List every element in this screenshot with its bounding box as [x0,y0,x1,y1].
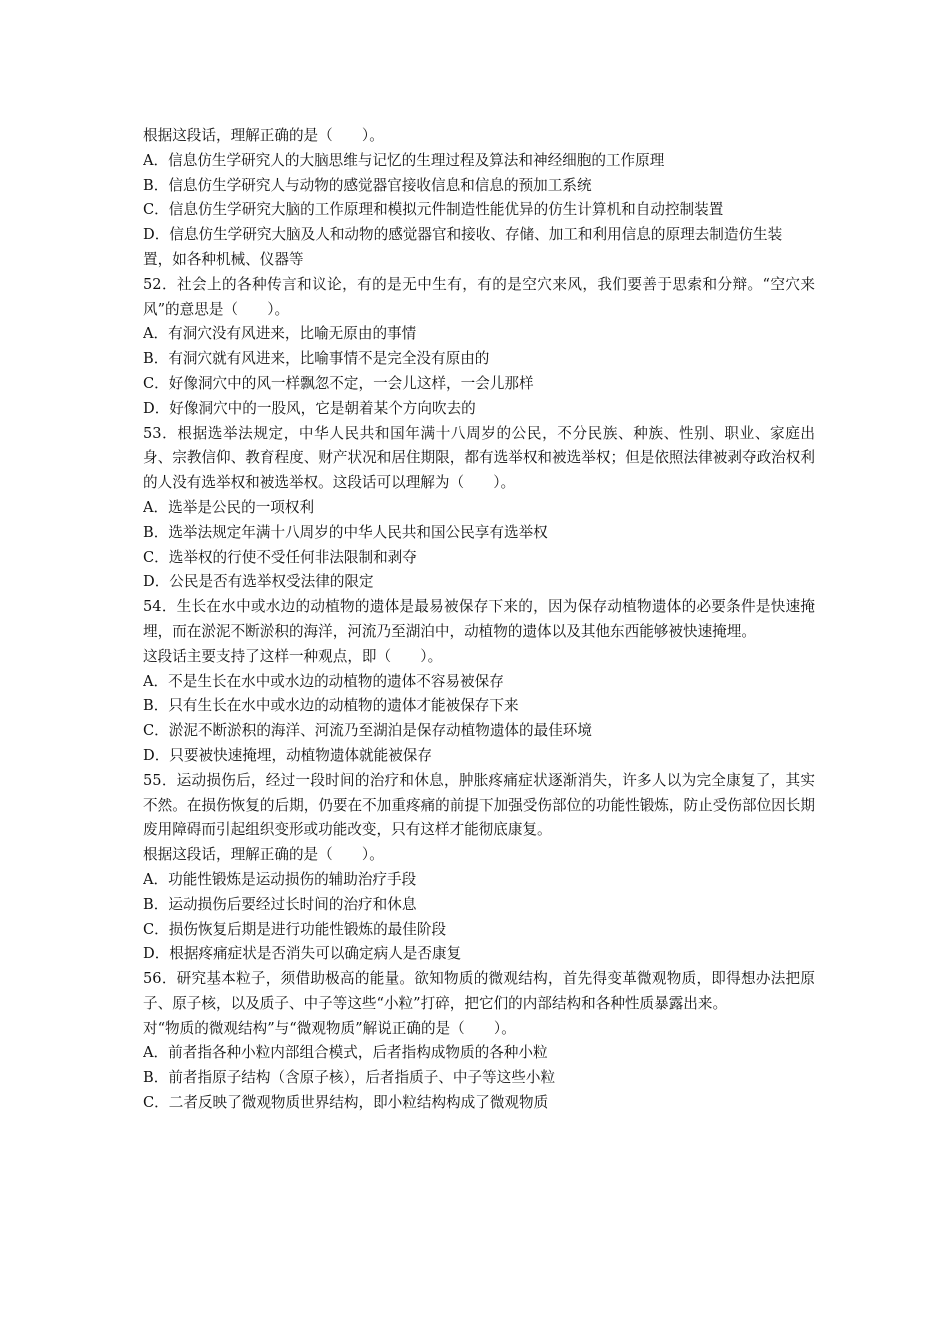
option-d: D．只要被快速掩埋，动植物遗体就能被保存 [143,746,432,764]
question-prompt: 根据这段话，理解正确的是（ ）。 [143,846,384,864]
question-56 [143,967,815,1116]
question-53 [143,422,815,596]
question-54 [143,595,815,769]
option-b: B．信息仿生学研究人与动物的感觉器官接收信息和信息的预加工系统 [143,176,592,194]
option-a: A．信息仿生学研究人的大脑思维与记忆的生理过程及算法和神经细胞的工作原理 [143,151,665,169]
option-a: A．前者指各种小粒内部组合模式，后者指构成物质的各种小粒 [143,1044,548,1062]
question-stem: 54．生长在水中或水边的动植物的遗体是最易被保存下来的，因为保存动植物遗体的必要条件是快速掩埋，而在淤泥不断淤积的海洋，河流乃至湖泊中，动植物的遗体以及其他东西能够被快速掩埋。 [143,598,815,640]
option-c: C．好像洞穴中的风一样飘忽不定，一会儿这样，一会儿那样 [143,374,534,392]
question-stem: 55．运动损伤后，经过一段时间的治疗和休息，肿胀疼痛症状逐渐消失，许多人以为完全康复了，其实不然。在损伤恢复的后期，仍要在不加重疼痛的前提下加强受伤部位的功能性锻炼，防止受伤部位因长期废用障碍而引起组织变形或功能改变，只有这样才能彻底康复。 [143,771,815,839]
option-c: C．淤泥不断淤积的海洋、河流乃至湖泊是保存动植物遗体的最佳环境 [143,722,592,740]
document-page [143,124,815,1116]
option-b: B．选举法规定年满十八周岁的中华人民共和国公民享有选举权 [143,523,548,541]
option-a: A．功能性锻炼是运动损伤的辅助治疗手段 [143,870,417,888]
question-stem: 52．社会上的各种传言和议论，有的是无中生有，有的是空穴来风，我们要善于思索和分辩。“空穴来风”的意思是（ ）。 [143,275,815,318]
option-a: A．不是生长在水中或水边的动植物的遗体不容易被保存 [143,672,504,690]
question-55 [143,769,815,967]
question-stem: 56．研究基本粒子，须借助极高的能量。欲知物质的微观结构，首先得变革微观物质，即得想办法把原子、原子核，以及质子、中子等这些“小粒”打碎，把它们的内部结构和各种性质暴露出来。 [143,970,815,1012]
question-prompt: 对“物质的微观结构”与“微观物质”解说正确的是（ ）。 [143,1019,516,1037]
option-a: A．选举是公民的一项权利 [143,498,315,516]
option-b: B．只有生长在水中或水边的动植物的遗体才能被保存下来 [143,697,519,715]
question-prompt: 根据这段话，理解正确的是（ ）。 [143,127,384,144]
option-c: C．信息仿生学研究大脑的工作原理和模拟元件制造性能优异的仿生计算机和自动控制装置 [143,201,724,219]
option-d: D．好像洞穴中的一股风，它是朝着某个方向吹去的 [143,399,476,417]
option-b: B．运动损伤后要经过长时间的治疗和休息 [143,895,417,913]
option-d-continued: 置，如各种机械、仪器等 [143,250,304,268]
question-52 [143,273,815,422]
option-b: B．前者指原子结构（含原子核），后者指质子、中子等这些小粒 [143,1069,556,1087]
option-d: D．信息仿生学研究大脑及人和动物的感觉器官和接收、存储、加工和利用信息的原理去制造仿生装 [143,226,783,244]
option-d: D．公民是否有选举权受法律的限定 [143,573,374,591]
option-b: B．有洞穴就有风进来，比喻事情不是完全没有原由的 [143,350,490,368]
option-c: C．选举权的行使不受任何非法限制和剥夺 [143,548,417,566]
option-c: C．二者反映了微观物质世界结构，即小粒结构构成了微观物质 [143,1094,549,1112]
question-prompt: 这段话主要支持了这样一种观点，即（ ）。 [143,647,443,665]
option-c: C．损伤恢复后期是进行功能性锻炼的最佳阶段 [143,920,447,938]
question-51-continued [143,124,815,273]
option-d: D．根据疼痛症状是否消失可以确定病人是否康复 [143,945,462,963]
question-stem: 53．根据选举法规定，中华人民共和国年满十八周岁的公民，不分民族、种族、性别、职业、家庭出身、宗教信仰、教育程度、财产状况和居住期限，都有选举权和被选举权；但是依照法律被剥夺政治权利的人没有选举权和被选举权。这段话可以理解为（ ）。 [143,424,815,492]
option-a: A．有洞穴没有风进来，比喻无原由的事情 [143,325,417,343]
